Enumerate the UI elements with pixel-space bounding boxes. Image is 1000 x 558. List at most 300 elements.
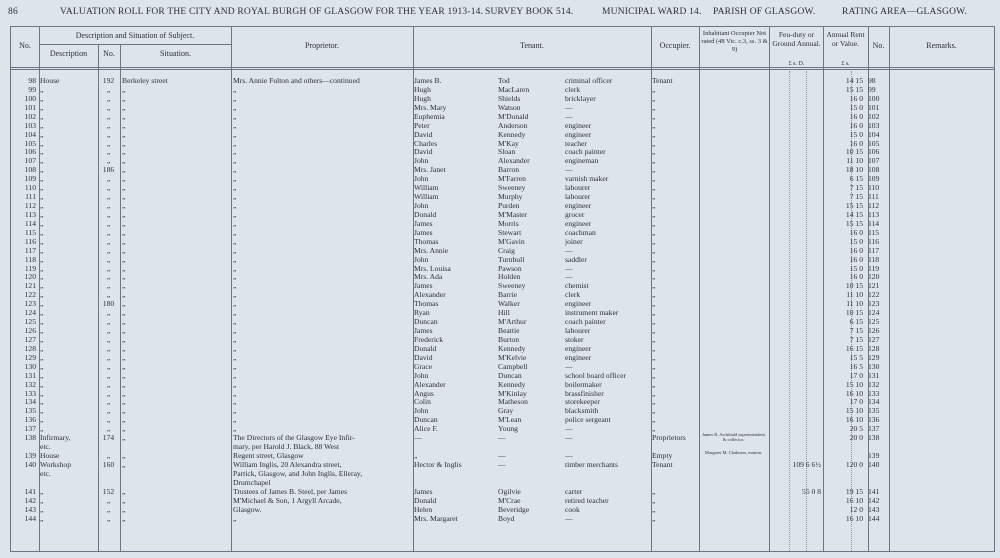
entry-tenant-first: William (414, 183, 439, 193)
entry-no-right: 130 (868, 361, 880, 371)
entry-description: „ (40, 165, 44, 175)
entry-description: „ (40, 352, 44, 362)
entry-tenant-last: Turnbull (498, 254, 525, 264)
entry-no-right: 120 (868, 272, 880, 282)
entry-rent: 16 0 (849, 245, 863, 255)
entry-situation: „ (122, 236, 126, 246)
col-rent: Annual Rent or Value. (826, 30, 865, 48)
entry-occupier: „ (652, 227, 656, 237)
entry-tenant-first: Mrs. Ada (414, 272, 443, 282)
table-row (10, 344, 993, 353)
entry-occupier: „ (652, 326, 656, 336)
entry-description: „ (40, 495, 44, 505)
entry-no: 140 (24, 459, 36, 469)
entry-tenant-last: Murphy (498, 192, 523, 202)
entry-no: 116 (24, 236, 36, 246)
table-row (10, 326, 993, 335)
entry-tenant-last: Barrie (498, 290, 517, 300)
entry-occupier: „ (652, 308, 656, 318)
entry-no-right: 101 (868, 102, 880, 112)
entry-number: „ (106, 156, 111, 166)
col-no: No. (19, 41, 31, 50)
entry-no: 123 (24, 299, 36, 309)
entry-no: 132 (24, 379, 36, 389)
entry-rent: 16 0 (849, 227, 863, 237)
entry-rent: 20 5 (849, 424, 863, 434)
entry-tenant-last: Kennedy (498, 129, 526, 139)
entry-situation: „ (122, 290, 126, 300)
entry-tenant-occupation: bricklayer (565, 93, 596, 103)
col-tenant: Tenant. (520, 41, 544, 50)
entry-occupier: „ (652, 406, 656, 416)
municipal-ward: MUNICIPAL WARD 14. (602, 7, 702, 17)
entry-description: „ (40, 174, 44, 184)
entry-description: „ (40, 486, 44, 496)
entry-number: „ (106, 513, 111, 523)
entry-no: 104 (24, 129, 36, 139)
entry-tenant-occupation: stoker (565, 334, 584, 344)
entry-tenant-first: Thomas (414, 299, 439, 309)
entry-proprietor: „ (233, 245, 237, 255)
table-row (10, 192, 993, 201)
entry-no: 108 (24, 165, 36, 175)
entry-tenant-last: Beveridge (498, 504, 530, 514)
table-row (10, 246, 993, 255)
entry-rent: 16 10 (845, 415, 863, 425)
entry-proprietor: „ (233, 272, 237, 282)
entry-occupier: „ (652, 120, 656, 130)
entry-tenant-occupation: engineer (565, 129, 592, 139)
entry-description: „ (40, 370, 44, 380)
entry-no-right: 110 (868, 183, 880, 193)
entry-number: „ (106, 281, 111, 291)
table-row (10, 76, 993, 85)
entry-occupier: „ (652, 218, 656, 228)
entry-situation: „ (122, 245, 126, 255)
entry-tenant-last: Purden (498, 201, 520, 211)
table-row (10, 397, 993, 406)
entry-number: 180 (102, 299, 115, 309)
entry-no-right: 139 (868, 451, 880, 461)
table-row (10, 433, 993, 442)
entry-description: „ (40, 317, 44, 327)
entry-proprietor: „ (233, 129, 237, 139)
table-row (10, 317, 993, 326)
entry-proprietor: „ (233, 147, 237, 157)
entry-tenant-last: — (498, 433, 506, 443)
entry-no-right: 105 (868, 138, 880, 148)
table-row (10, 478, 993, 487)
entry-rent: 16 0 (849, 111, 863, 121)
entry-description: „ (40, 272, 44, 282)
entry-no: 144 (24, 513, 36, 523)
entry-rent: 6 15 (849, 174, 863, 184)
entry-proprietor: „ (233, 343, 237, 353)
entry-rent: 20 0 (849, 433, 863, 443)
entry-no: 143 (24, 504, 36, 514)
entry-tenant-occupation: cook (565, 504, 580, 514)
entry-no-right: 134 (868, 397, 880, 407)
entry-no-right: 142 (868, 495, 880, 505)
entry-description: etc. (40, 468, 51, 478)
entry-tenant-first: James (414, 218, 433, 228)
entry-tenant-last: Campbell (498, 361, 528, 371)
entry-tenant-last: Craig (498, 245, 515, 255)
entry-rent: 16 10 (845, 495, 863, 505)
entry-proprietor: „ (233, 308, 237, 318)
entry-no: 107 (24, 156, 36, 166)
entry-no: 126 (24, 326, 36, 336)
entry-description: „ (40, 379, 44, 389)
table-row (10, 210, 993, 219)
entry-no: 109 (24, 174, 36, 184)
entry-tenant-first: Hugh (414, 93, 431, 103)
entry-situation: „ (122, 317, 126, 327)
entry-number: „ (106, 504, 111, 514)
entry-description: „ (40, 93, 44, 103)
entry-description: Workshop (40, 459, 72, 469)
entry-rent: 19 15 (845, 486, 863, 496)
entry-tenant-occupation: engineer (565, 352, 592, 362)
entry-situation: „ (122, 326, 126, 336)
entry-rent: 11 10 (846, 290, 863, 300)
entry-tenant-first: Grace (414, 361, 433, 371)
entry-tenant-last: M'Lean (498, 415, 522, 425)
entry-no: 138 (24, 433, 36, 443)
entry-situation: „ (122, 156, 126, 166)
table-row (10, 219, 993, 228)
col-description-group: Description and Situation of Subject. (75, 31, 195, 40)
entry-number: „ (106, 227, 111, 237)
table-row (10, 514, 993, 523)
entry-no-right: 131 (868, 370, 880, 380)
entry-situation: „ (122, 84, 126, 94)
table-row (10, 264, 993, 273)
table-row (10, 371, 993, 380)
entry-description: „ (40, 424, 44, 434)
entry-description: „ (40, 102, 44, 112)
entry-occupier: Proprietors (652, 433, 686, 443)
entry-description: „ (40, 513, 44, 523)
entry-proprietor: „ (233, 352, 237, 362)
entry-tenant-last: Shields (498, 93, 521, 103)
entry-tenant-first: James (414, 281, 433, 291)
entry-no: 129 (24, 352, 36, 362)
entry-description: „ (40, 504, 44, 514)
entry-description: „ (40, 415, 44, 425)
entry-tenant-first: Colin (414, 397, 431, 407)
entry-tenant-last: M'Kelvie (498, 352, 527, 362)
entry-no-right: 128 (868, 343, 880, 353)
roll-title: VALUATION ROLL FOR THE CITY AND ROYAL BURGH OF GLASGOW FOR THE YEAR 1913-14. (60, 7, 484, 17)
entry-tenant-last: Anderson (498, 120, 528, 130)
entry-no-right: 127 (868, 334, 880, 344)
entry-tenant-first: David (414, 352, 433, 362)
table-row (10, 121, 993, 130)
entry-rent: 15 0 (849, 129, 863, 139)
roll-entries (10, 0, 993, 558)
entry-tenant-occupation: — (565, 263, 573, 273)
entry-occupier: „ (652, 334, 656, 344)
entry-proprietor: „ (233, 379, 237, 389)
entry-rent: 16 0 (849, 120, 863, 130)
entry-no: 100 (24, 93, 36, 103)
entry-tenant-last: M'Crae (498, 495, 521, 505)
entry-occupier: „ (652, 415, 656, 425)
table-row (10, 290, 993, 299)
entry-tenant-occupation: carter (565, 486, 583, 496)
entry-occupier: „ (652, 504, 656, 514)
entry-rent: 15 0 (849, 236, 863, 246)
entry-no: 121 (24, 281, 36, 291)
entry-description: „ (40, 299, 44, 309)
table-row (10, 103, 993, 112)
table-row (10, 469, 993, 478)
entry-occupier: „ (652, 174, 656, 184)
entry-occupier: Tenant (652, 459, 673, 469)
entry-no: 118 (24, 254, 36, 264)
entry-occupier: „ (652, 147, 656, 157)
entry-number: „ (106, 263, 111, 273)
entry-situation: „ (122, 513, 126, 523)
entry-no-right: 126 (868, 326, 880, 336)
entry-number: „ (106, 174, 111, 184)
entry-tenant-last: M'Master (498, 209, 528, 219)
entry-no: 139 (24, 451, 36, 461)
entry-tenant-first: Donald (414, 343, 437, 353)
entry-no-right: 114 (868, 218, 880, 228)
entry-number: 160 (102, 459, 115, 469)
entry-tenant-occupation: school board officer (565, 370, 627, 380)
entry-proprietor: Partick, Glasgow, and John Inglis, Elleray, (233, 468, 363, 478)
entry-number: „ (106, 138, 111, 148)
entry-inhabitant: James R. Archibald superintendent & collector. (702, 432, 765, 443)
entry-tenant-first: Hugh (414, 84, 431, 94)
entry-number: „ (106, 388, 111, 398)
table-row (10, 335, 993, 344)
entry-situation: „ (122, 165, 126, 175)
entry-no: 110 (24, 183, 36, 193)
entry-tenant-occupation: teacher (565, 138, 587, 148)
table-row (10, 183, 993, 192)
entry-tenant-last: Stewart (498, 227, 522, 237)
entry-number: „ (106, 129, 111, 139)
survey-book: SURVEY BOOK 514. (485, 7, 574, 17)
entry-occupier: „ (652, 290, 656, 300)
entry-tenant-occupation: — (565, 165, 573, 175)
entry-tenant-occupation: engineer (565, 201, 592, 211)
entry-no: 115 (24, 227, 36, 237)
entry-description: „ (40, 147, 44, 157)
entry-situation: „ (122, 281, 126, 291)
entry-description: „ (40, 129, 44, 139)
entry-rent: 15 0 (849, 263, 863, 273)
entry-description: „ (40, 388, 44, 398)
entry-rent: 16 15 (845, 343, 863, 353)
entry-occupier: „ (652, 379, 656, 389)
entry-tenant-last: Alexander (498, 156, 530, 166)
entry-no: 124 (24, 308, 36, 318)
entry-number: „ (106, 245, 111, 255)
entry-tenant-occupation: coach painter (565, 317, 606, 327)
entry-no-right: 109 (868, 174, 880, 184)
entry-tenant-last: Barron (498, 165, 520, 175)
entry-description: „ (40, 281, 44, 291)
entry-tenant-last: Sweeney (498, 183, 526, 193)
entry-number: „ (106, 361, 111, 371)
entry-proprietor: „ (233, 84, 237, 94)
entry-situation: „ (122, 209, 126, 219)
entry-tenant-occupation: timber merchants (565, 459, 618, 469)
entry-occupier: „ (652, 183, 656, 193)
entry-tenant-occupation: coachman (565, 227, 596, 237)
entry-tenant-last: M'Kay (498, 138, 519, 148)
entry-rent: 16 0 (849, 272, 863, 282)
entry-no: 112 (24, 201, 36, 211)
entry-description: „ (40, 138, 44, 148)
entry-proprietor: „ (233, 290, 237, 300)
entry-proprietor: „ (233, 165, 237, 175)
table-row (10, 487, 993, 496)
entry-tenant-occupation: — (565, 245, 573, 255)
entry-proprietor: „ (233, 263, 237, 273)
entry-occupier: „ (652, 343, 656, 353)
entry-description: „ (40, 263, 44, 273)
entry-occupier: „ (652, 209, 656, 219)
entry-proprietor: „ (233, 397, 237, 407)
page-number: 86 (8, 7, 18, 17)
entry-proprietor: „ (233, 209, 237, 219)
entry-description: Infirmary, (40, 433, 71, 443)
entry-no-right: 116 (868, 236, 880, 246)
entry-tenant-last: Kennedy (498, 379, 526, 389)
entry-tenant-occupation: boilermaker (565, 379, 602, 389)
entry-occupier: Tenant (652, 76, 673, 85)
entry-no-right: 124 (868, 308, 880, 318)
table-row (10, 299, 993, 308)
entry-situation: „ (122, 334, 126, 344)
entry-situation: „ (122, 343, 126, 353)
entry-feu-duty: 55 0 8 (802, 486, 821, 496)
entry-no-right: 115 (868, 227, 880, 237)
entry-rent: 15 15 (845, 201, 863, 211)
entry-rent: 15 10 (845, 406, 863, 416)
entry-tenant-last: Sweeney (498, 281, 526, 291)
entry-occupier: „ (652, 281, 656, 291)
entry-tenant-last: Walker (498, 299, 520, 309)
entry-number: „ (106, 343, 111, 353)
entry-tenant-first: Angus (414, 388, 434, 398)
entry-tenant-first: Mrs. Mary (414, 102, 447, 112)
entry-inhabitant (700, 513, 767, 523)
entry-number: „ (106, 218, 111, 228)
entry-number: „ (106, 424, 111, 434)
entry-number: „ (106, 93, 111, 103)
entry-no-right: 108 (868, 165, 880, 175)
entry-situation: „ (122, 120, 126, 130)
entry-tenant-occupation: varnish maker (565, 174, 609, 184)
col-no-right: No. (872, 41, 885, 50)
entry-number: „ (106, 370, 111, 380)
entry-proprietor: „ (233, 317, 237, 327)
entry-tenant-first: Mrs. Annie (414, 245, 449, 255)
table-row (10, 380, 993, 389)
entry-no: 128 (24, 343, 36, 353)
entry-rent: 15 15 (845, 218, 863, 228)
entry-number: „ (106, 236, 111, 246)
entry-tenant-occupation: — (565, 451, 573, 461)
entry-tenant-first: Mrs. Margaret (414, 513, 458, 523)
entry-tenant-first: John (414, 406, 429, 416)
entry-tenant-occupation: engineer (565, 299, 592, 309)
entry-description: „ (40, 326, 44, 336)
entry-no: 137 (24, 424, 36, 434)
entry-description: House (40, 76, 60, 85)
entry-situation: „ (122, 504, 126, 514)
table-row (10, 281, 993, 290)
entry-number: „ (106, 183, 111, 193)
entry-tenant-last: Sloan (498, 147, 516, 157)
entry-tenant-occupation: police sergeant (565, 415, 611, 425)
entry-proprietor: „ (233, 406, 237, 416)
entry-situation: „ (122, 183, 126, 193)
entry-proprietor: mary, per Harold J. Black, 88 West (233, 442, 340, 452)
entry-proprietor: „ (233, 513, 237, 523)
entry-rent: 11 10 (846, 156, 863, 166)
entry-no: 136 (24, 415, 36, 425)
table-row (10, 460, 993, 469)
entry-occupier: „ (652, 495, 656, 505)
entry-proprietor: „ (233, 370, 237, 380)
entry-rent: 16 10 (845, 513, 863, 523)
entry-proprietor: „ (233, 326, 237, 336)
entry-situation: „ (122, 174, 126, 184)
entry-description: „ (40, 111, 44, 121)
entry-no-right: 135 (868, 406, 880, 416)
entry-no-right: 136 (868, 415, 880, 425)
entry-description: „ (40, 156, 44, 166)
entry-no: 117 (24, 245, 36, 255)
entry-rent: 16 0 (849, 138, 863, 148)
entry-tenant-first: Alice F. (414, 424, 438, 434)
entry-occupier: Empty (652, 451, 673, 461)
entry-proprietor: The Directors of the Glasgow Eye Infir- (233, 433, 355, 443)
entry-occupier: „ (652, 254, 656, 264)
entry-tenant-first: Frederick (414, 334, 444, 344)
entry-proprietor: Glasgow. (233, 504, 262, 514)
entry-tenant-first: James (414, 326, 433, 336)
entry-occupier: „ (652, 352, 656, 362)
col-remarks: Remarks. (926, 41, 957, 50)
entry-tenant-occupation: — (565, 513, 573, 523)
entry-rent: 15 0 (849, 102, 863, 112)
entry-tenant-occupation: criminal officer (565, 76, 613, 85)
entry-tenant-occupation: — (565, 424, 573, 434)
entry-no-right: 104 (868, 129, 880, 139)
entry-number: „ (106, 308, 111, 318)
entry-tenant-last: M'Farren (498, 174, 526, 184)
entry-number: „ (106, 379, 111, 389)
entry-proprietor: „ (233, 201, 237, 211)
entry-number: „ (106, 84, 111, 94)
entry-situation: „ (122, 201, 126, 211)
entry-situation: „ (122, 308, 126, 318)
entry-no: 135 (24, 406, 36, 416)
entry-proprietor: Mrs. Annie Fulton and others—continued (233, 76, 360, 85)
entry-no-right: 107 (868, 156, 880, 166)
entry-tenant-first: Donald (414, 209, 437, 219)
entry-number: „ (106, 192, 111, 202)
